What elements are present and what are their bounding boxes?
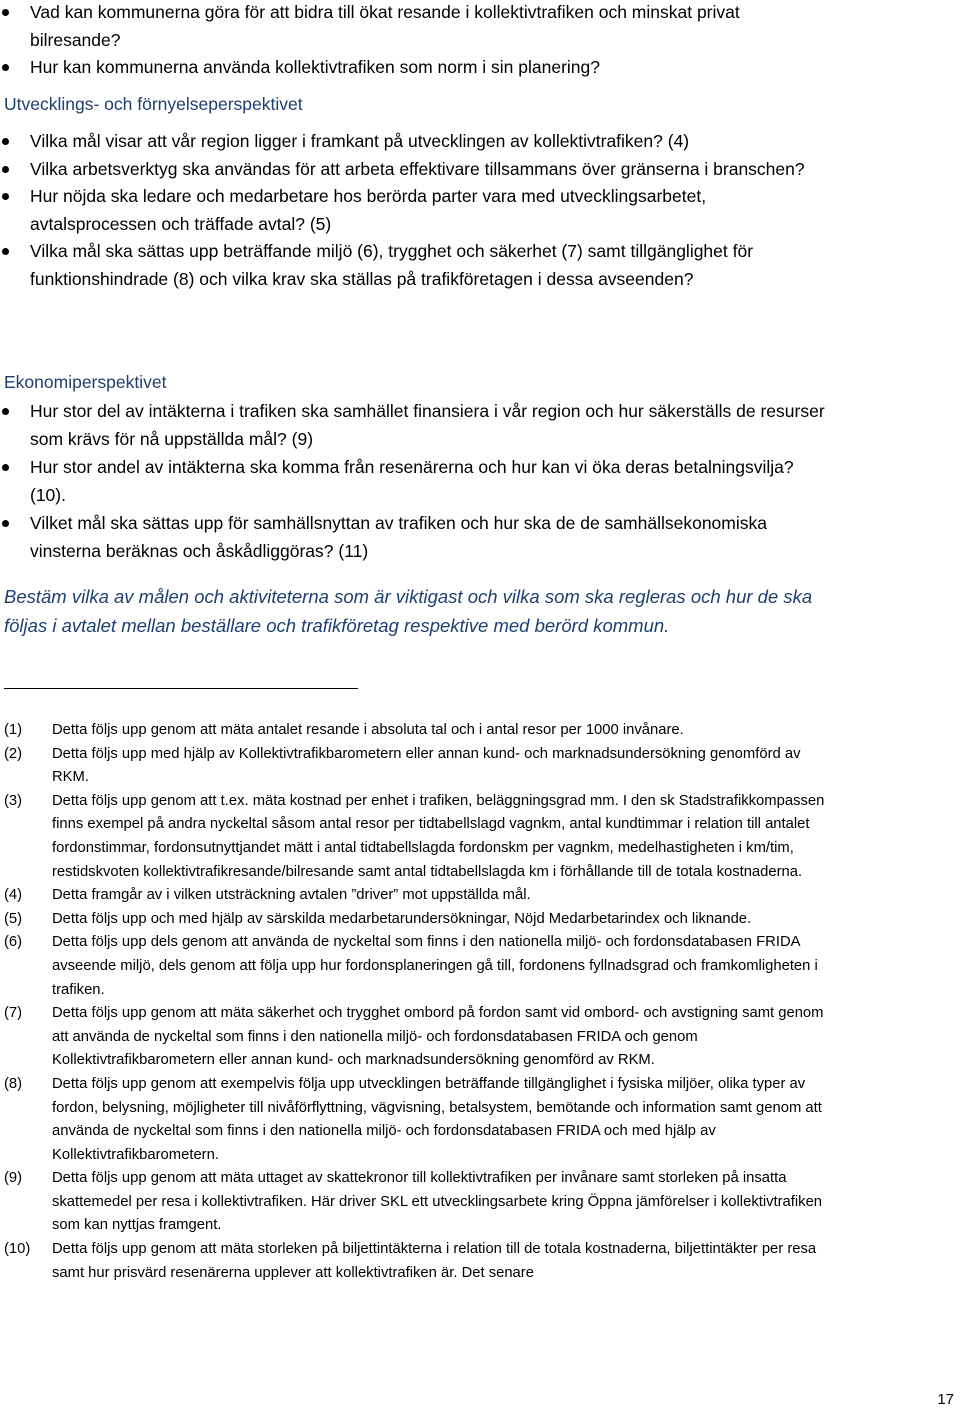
top-question-list [0,0,830,82]
list-item [0,454,830,509]
list-item [0,398,830,453]
footnote [4,719,834,743]
bullet-icon [2,408,9,415]
bullet-icon [2,64,9,71]
page-number: 17 [937,1391,954,1408]
footnote-number: (2) [4,745,23,762]
economy-question-list [0,398,830,565]
footnote [4,1167,834,1238]
list-item [0,510,830,565]
footnote [4,790,834,884]
footnote [4,1002,834,1073]
list-item [0,183,830,238]
bullet-icon [2,9,9,16]
list-item [0,156,830,184]
footnote-text: Detta framgår av i vilken utsträckning avtalen ”driver” mot uppställda mål. [52,887,531,904]
footnote-number: (10) [4,1241,31,1258]
conclusion-paragraph: Bestäm vilka av målen och aktiviteterna som är viktigast och vilka som ska regleras och hur de ska följas i avtalet mellan beställare och trafikföretag respektive med berörd kommun. [4,586,813,636]
footnote-number: (5) [4,910,23,927]
footnote [4,743,834,790]
section-heading-economy: Ekonomiperspektivet [4,372,167,392]
list-item-text: Vilka arbetsverktyg ska användas för att arbeta effektivare tillsammans över gränserna i branschen? [30,158,805,179]
footnotes [4,719,834,1285]
footnote-number: (3) [4,792,23,809]
footnote-text: Detta följs upp och med hjälp av särskilda medarbetarundersökningar, Nöjd Medarbetarindex och liknande. [52,910,752,927]
list-item-text: Vilket mål ska sättas upp för samhällsnyttan av trafiken och hur ska de de samhällsekonomiska vinsterna beräknas och åskådliggöras? (11) [30,513,767,561]
development-question-list [0,128,830,293]
footnote-text: Detta följs upp genom att t.ex. mäta kostnad per enhet i trafiken, beläggningsgrad mm. I den sk Stadstrafikkompassen finns exempel på andra nyckeltal såsom antal resor per tidtabellslagd vagnkm, antal kundtimmar i relation till antalet fordonstimmar, fordonsutnyttjandet mätt i antal tidtabellslagda fordonskm per vagnkm, medelhastigheten i km/tim, restidskvoten kollektivtrafikresande/bilresande samt antal tidtabellslagda km i förhållande till de totala kostnaderna. [52,792,825,880]
list-item-text: Hur stor andel av intäkterna ska komma från resenärerna och hur kan vi öka deras betalningsvilja? (10). [30,457,794,505]
footnote-number: (8) [4,1075,23,1092]
footnote [4,908,834,932]
list-item-text: Hur stor del av intäkterna i trafiken ska samhället finansiera i vår region och hur säkerställs de resurser som krävs för nå uppställda mål? (9) [30,401,825,449]
list-item-text: Vilka mål visar att vår region ligger i framkant på utvecklingen av kollektivtrafiken? (4) [30,131,690,151]
list-item [0,128,830,156]
footnote [4,1073,834,1167]
footnote-text: Detta följs upp genom att mäta uttaget av skattekronor till kollektivtrafiken per invånare samt storleken på insatta skattemedel per resa i kollektivtrafiken. Här driver SKL ett utvecklingsarbete kring Öppna jämförelser i kollektivtrafiken som kan nyttjas framgent. [52,1170,823,1234]
bullet-icon [2,464,9,471]
bullet-icon [2,166,9,173]
footnote [4,931,834,1002]
footnote-number: (9) [4,1170,23,1187]
list-item [0,238,830,293]
list-item [0,0,830,54]
list-item-text: Hur nöjda ska ledare och medarbetare hos berörda parter vara med utvecklingsarbetet, avtalsprocessen och träffade avtal? (5) [30,186,707,234]
bullet-icon [2,520,9,527]
footnote-number: (1) [4,722,23,738]
bullet-icon [2,248,9,255]
footnote-text: Detta följs upp genom att mäta antalet resande i absoluta tal och i antal resor per 1000 invånare. [52,722,684,738]
list-item-text: Hur kan kommunerna använda kollektivtrafiken som norm i sin planering? [30,57,600,77]
footnote-text: Detta följs upp genom att exempelvis följa upp utvecklingen beträffande tillgänglighet i fysiska miljöer, olika typer av fordon, belysning, möjligheter till nivåförflyttning, vägvisning, betalsystem, bemötande och information samt genom att använda de nyckeltal som finns i den nationella miljö- och fordonsdatabasen FRIDA och med hjälp av Kollektivtrafikbarometern. [52,1075,822,1163]
footnote [4,884,834,908]
list-item-text: Vad kan kommunerna göra för att bidra till ökat resande i kollektivtrafiken och minskat privat bilresande? [30,2,740,50]
bullet-icon [2,193,9,200]
footnote-separator [4,688,358,689]
footnote-text: Detta följs upp genom att mäta säkerhet och trygghet ombord på fordon samt vid ombord- och avstigning samt genom att använda de nyckeltal som finns i den nationella miljö- och fordonsdatabasen FRIDA och genom Kollektivtrafikbarometern eller annan kund- och marknadsundersökning genomförd av RKM. [52,1005,824,1069]
list-item-text: Vilka mål ska sättas upp beträffande miljö (6), trygghet och säkerhet (7) samt tillgänglighet för funktionshindrade (8) och vilka krav ska ställas på trafikföretagen i dessa avseenden? [30,241,754,289]
footnote-text: Detta följs upp dels genom att använda de nyckeltal som finns i den nationella miljö- och fordonsdatabasen FRIDA avseende miljö, dels genom att följa upp hur fordonsplaneringen gå till, fordonens fyllnadsgrad och framkomligheten i trafiken. [52,934,818,998]
section-heading-development: Utvecklings- och förnyelseperspektivet [4,94,303,114]
footnote-text: Detta följs upp genom att mäta storleken på biljettintäkterna i relation till de totala kostnaderna, biljettintäkter per resa samt hur prisvärd resenärerna upplever att kollektivtrafiken är. Det senare [52,1241,817,1281]
bullet-icon [2,138,9,145]
footnote [4,1238,834,1285]
list-item [0,54,830,82]
footnote-text: Detta följs upp med hjälp av Kollektivtrafikbarometern eller annan kund- och marknadsundersökning genomförd av RKM. [52,745,801,786]
footnote-number: (7) [4,1005,23,1022]
footnote-number: (6) [4,934,23,951]
footnote-number: (4) [4,887,23,904]
